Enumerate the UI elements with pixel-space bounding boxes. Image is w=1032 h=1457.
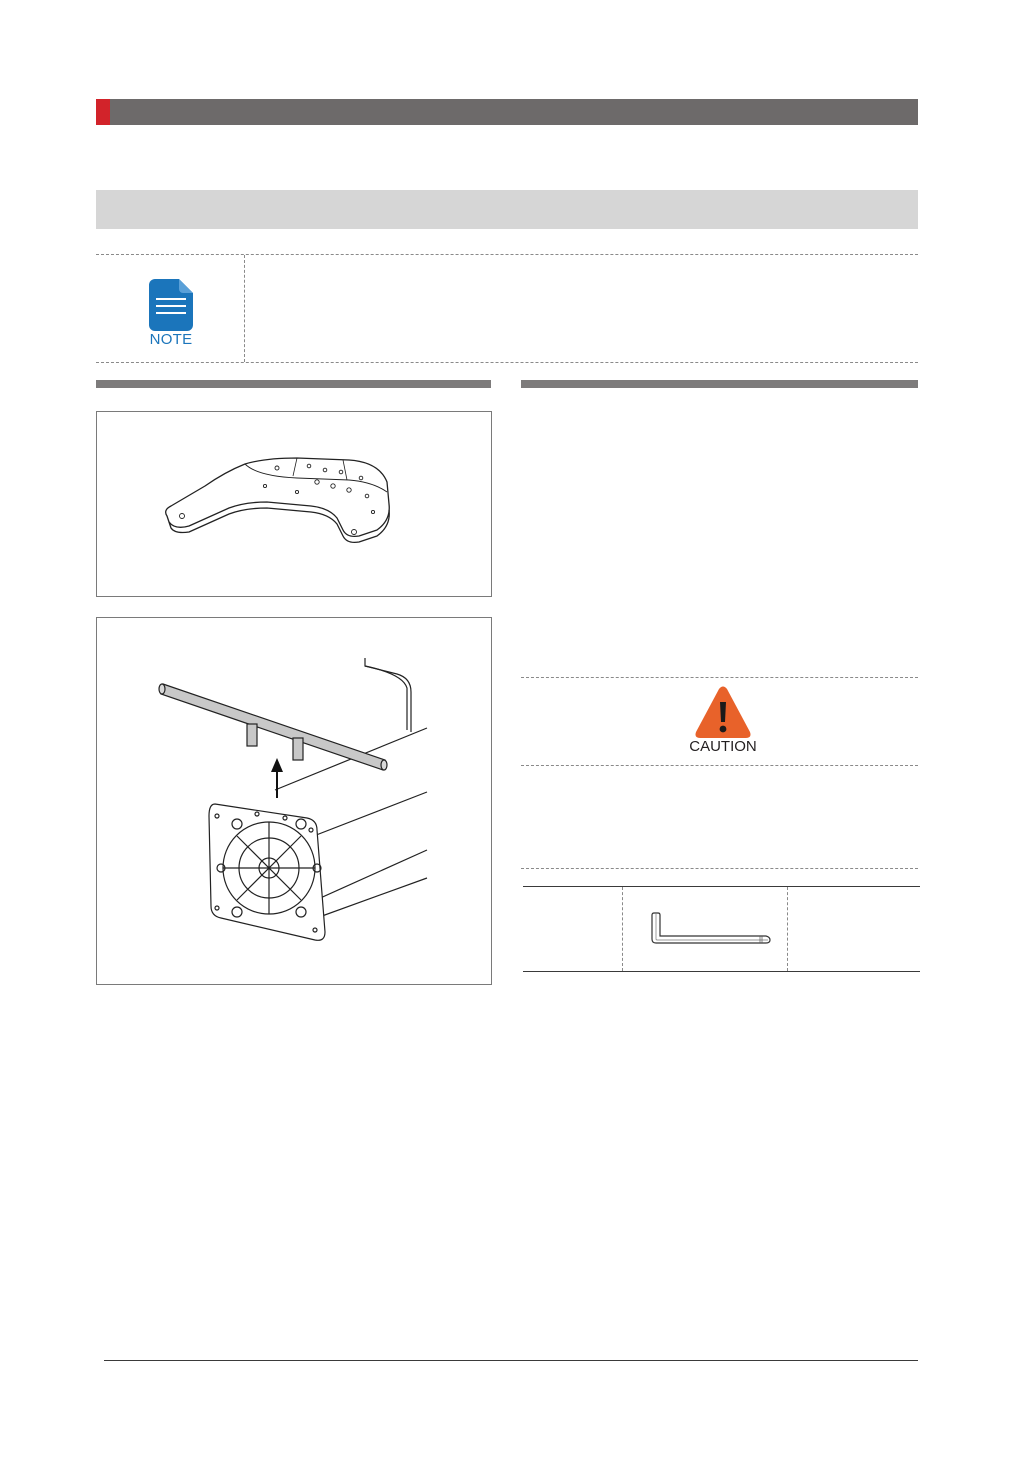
left-column-bar xyxy=(96,380,491,388)
chapter-header-bar xyxy=(96,99,918,125)
note-column-divider xyxy=(244,255,245,362)
note-label: NOTE xyxy=(149,331,193,348)
hex-key-wrench-icon xyxy=(648,912,772,946)
tool-table-bottom-rule xyxy=(523,971,920,972)
figure-arm-box xyxy=(96,411,492,597)
caution-bottom-divider xyxy=(521,868,918,869)
caution-middle-divider xyxy=(521,765,918,766)
figure-assembly-box xyxy=(96,617,492,985)
footer-rule xyxy=(104,1360,918,1361)
warning-triangle-icon xyxy=(694,686,752,740)
arm-bracket-drawing xyxy=(97,412,491,596)
note-top-divider xyxy=(96,254,918,255)
document-note-icon xyxy=(149,279,193,331)
tool-table-divider-2 xyxy=(787,887,788,971)
caution-top-divider xyxy=(521,677,918,678)
handle-bar-and-housing-drawing xyxy=(97,618,491,984)
section-title-bar xyxy=(96,190,918,229)
tool-table-divider-1 xyxy=(622,887,623,971)
chapter-header-accent xyxy=(96,99,110,125)
tool-table-top-rule xyxy=(523,886,920,887)
right-column-bar xyxy=(521,380,918,388)
note-bottom-divider xyxy=(96,362,918,363)
caution-label: CAUTION xyxy=(689,738,757,755)
